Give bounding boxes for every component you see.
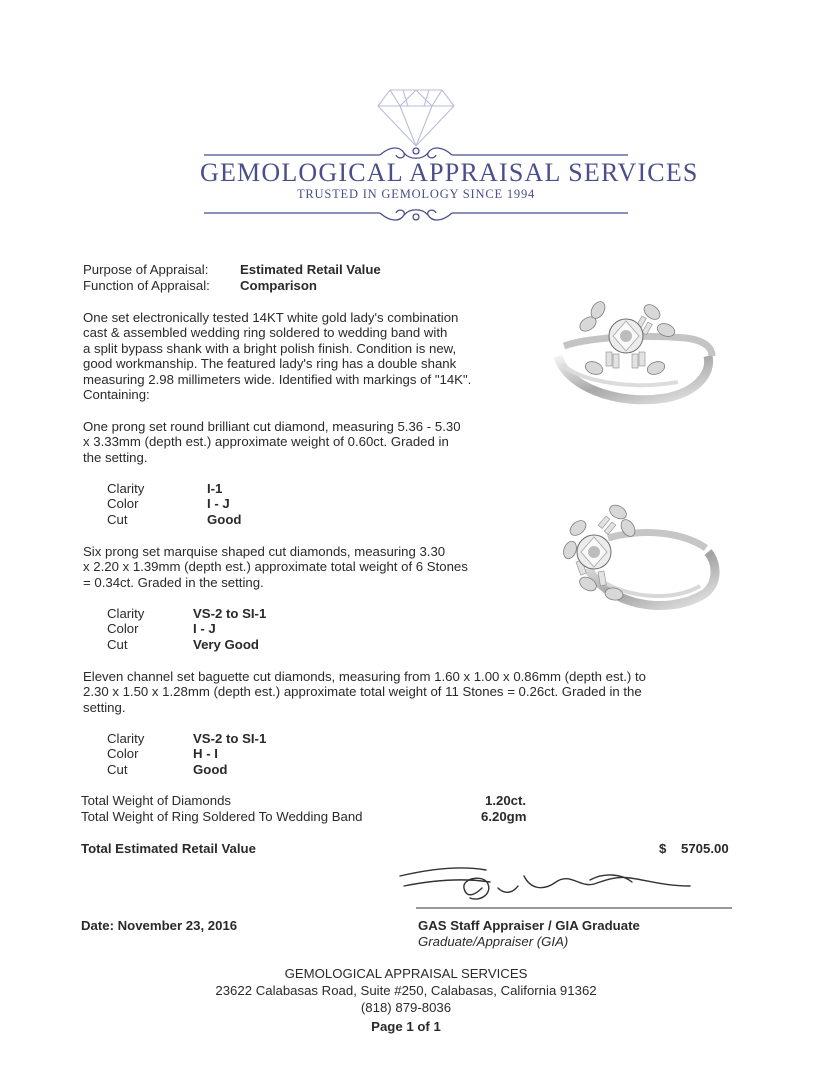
ring-photo-angled-icon xyxy=(548,498,720,620)
stone1-cut-label: Cut xyxy=(107,512,128,527)
footer xyxy=(0,965,812,1035)
stone3-description xyxy=(83,669,646,715)
stone3-clarity-value: VS-2 to SI-1 xyxy=(193,731,267,746)
stone2-color-value: I - J xyxy=(193,621,216,636)
stone2-cut-label: Cut xyxy=(107,637,128,652)
description-line: good workmanship. The featured lady's ring has a double shank xyxy=(83,356,457,372)
footer-company: GEMOLOGICAL APPRAISAL SERVICES xyxy=(284,966,528,981)
stone2-line: = 0.34ct. Graded in the setting. xyxy=(83,574,264,590)
company-name: GEMOLOGICAL APPRAISAL SERVICES xyxy=(200,158,699,187)
stone2-line: x 2.20 x 1.39mm (depth est.) approximate total weight of 6 Stones xyxy=(83,559,468,575)
retail-currency: $ xyxy=(659,841,667,856)
purpose-value: Estimated Retail Value xyxy=(240,262,381,277)
stone3-cut-label: Cut xyxy=(107,762,128,777)
purpose-label: Purpose of Appraisal: xyxy=(83,262,209,277)
retail-value-label: Total Estimated Retail Value xyxy=(81,841,256,856)
description-line: measuring 2.98 millimeters wide. Identified with markings of "14K". xyxy=(83,371,472,387)
total-ring-label: Total Weight of Ring Soldered To Wedding Band xyxy=(81,809,363,824)
ring-photo-icon xyxy=(546,294,718,412)
company-tagline: TRUSTED IN GEMOLOGY SINCE 1994 xyxy=(296,187,536,201)
stone3-line: setting. xyxy=(83,699,126,715)
stone1-color-label: Color xyxy=(107,496,139,511)
stone3-cut-value: Good xyxy=(193,762,228,777)
stone2-cut-value: Very Good xyxy=(193,637,259,652)
total-diamonds-value: 1.20ct. xyxy=(485,793,527,808)
stone3-line: Eleven channel set baguette cut diamonds, measuring from 1.60 x 1.00 x 0.86mm (depth est.) to xyxy=(83,669,646,684)
function-label: Function of Appraisal: xyxy=(83,278,210,293)
stone1-cut-value: Good xyxy=(207,512,242,527)
stone3-color-label: Color xyxy=(107,746,139,761)
logo xyxy=(200,86,699,226)
stone2-clarity-label: Clarity xyxy=(107,606,145,621)
total-diamonds-label: Total Weight of Diamonds xyxy=(81,793,232,808)
retail-value: 5705.00 xyxy=(681,841,729,856)
description-line: One set electronically tested 14KT white gold lady's combination xyxy=(83,310,459,325)
function-value: Comparison xyxy=(240,278,317,293)
footer-phone: (818) 879-8036 xyxy=(360,1000,452,1015)
stone1-line: One prong set round brilliant cut diamond, measuring 5.36 - 5.30 xyxy=(83,419,461,434)
description xyxy=(83,310,471,402)
diamond-icon xyxy=(376,86,456,148)
stone1-line: x 3.33mm (depth est.) approximate weight of 0.60ct. Graded in xyxy=(83,434,449,450)
stone1-clarity-label: Clarity xyxy=(107,481,145,496)
description-line: Containing: xyxy=(83,387,150,403)
stone1-clarity-value: I-1 xyxy=(207,481,223,496)
ornament-bottom-icon xyxy=(200,204,632,224)
total-ring-value: 6.20gm xyxy=(481,809,527,824)
stone2-clarity-value: VS-2 to SI-1 xyxy=(193,606,267,621)
stone3-line: 2.30 x 1.50 x 1.28mm (depth est.) approximate total weight of 11 Stones = 0.26ct. Graded in the xyxy=(83,684,642,700)
description-line: cast & assembled wedding ring soldered to wedding band with xyxy=(83,325,448,341)
page-number: Page 1 of 1 xyxy=(371,1019,441,1034)
stone2-line: Six prong set marquise shaped cut diamonds, measuring 3.30 xyxy=(83,544,446,559)
stone1-line: the setting. xyxy=(83,449,148,465)
stone1-description xyxy=(83,419,461,465)
stone3-color-value: H - I xyxy=(193,746,218,761)
description-line: a split bypass shank with a bright polish finish. Condition is new, xyxy=(83,340,457,356)
stone2-description xyxy=(83,544,468,590)
signature-title: GAS Staff Appraiser / GIA Graduate xyxy=(418,918,640,933)
stone1-color-value: I - J xyxy=(207,496,230,511)
signature-icon xyxy=(394,858,734,914)
date: Date: November 23, 2016 xyxy=(81,918,238,933)
stone2-color-label: Color xyxy=(107,621,139,636)
signature-subtitle: Graduate/Appraiser (GIA) xyxy=(418,934,569,949)
stone3-clarity-label: Clarity xyxy=(107,731,145,746)
footer-address: 23622 Calabasas Road, Suite #250, Calabasas, California 91362 xyxy=(215,983,597,998)
